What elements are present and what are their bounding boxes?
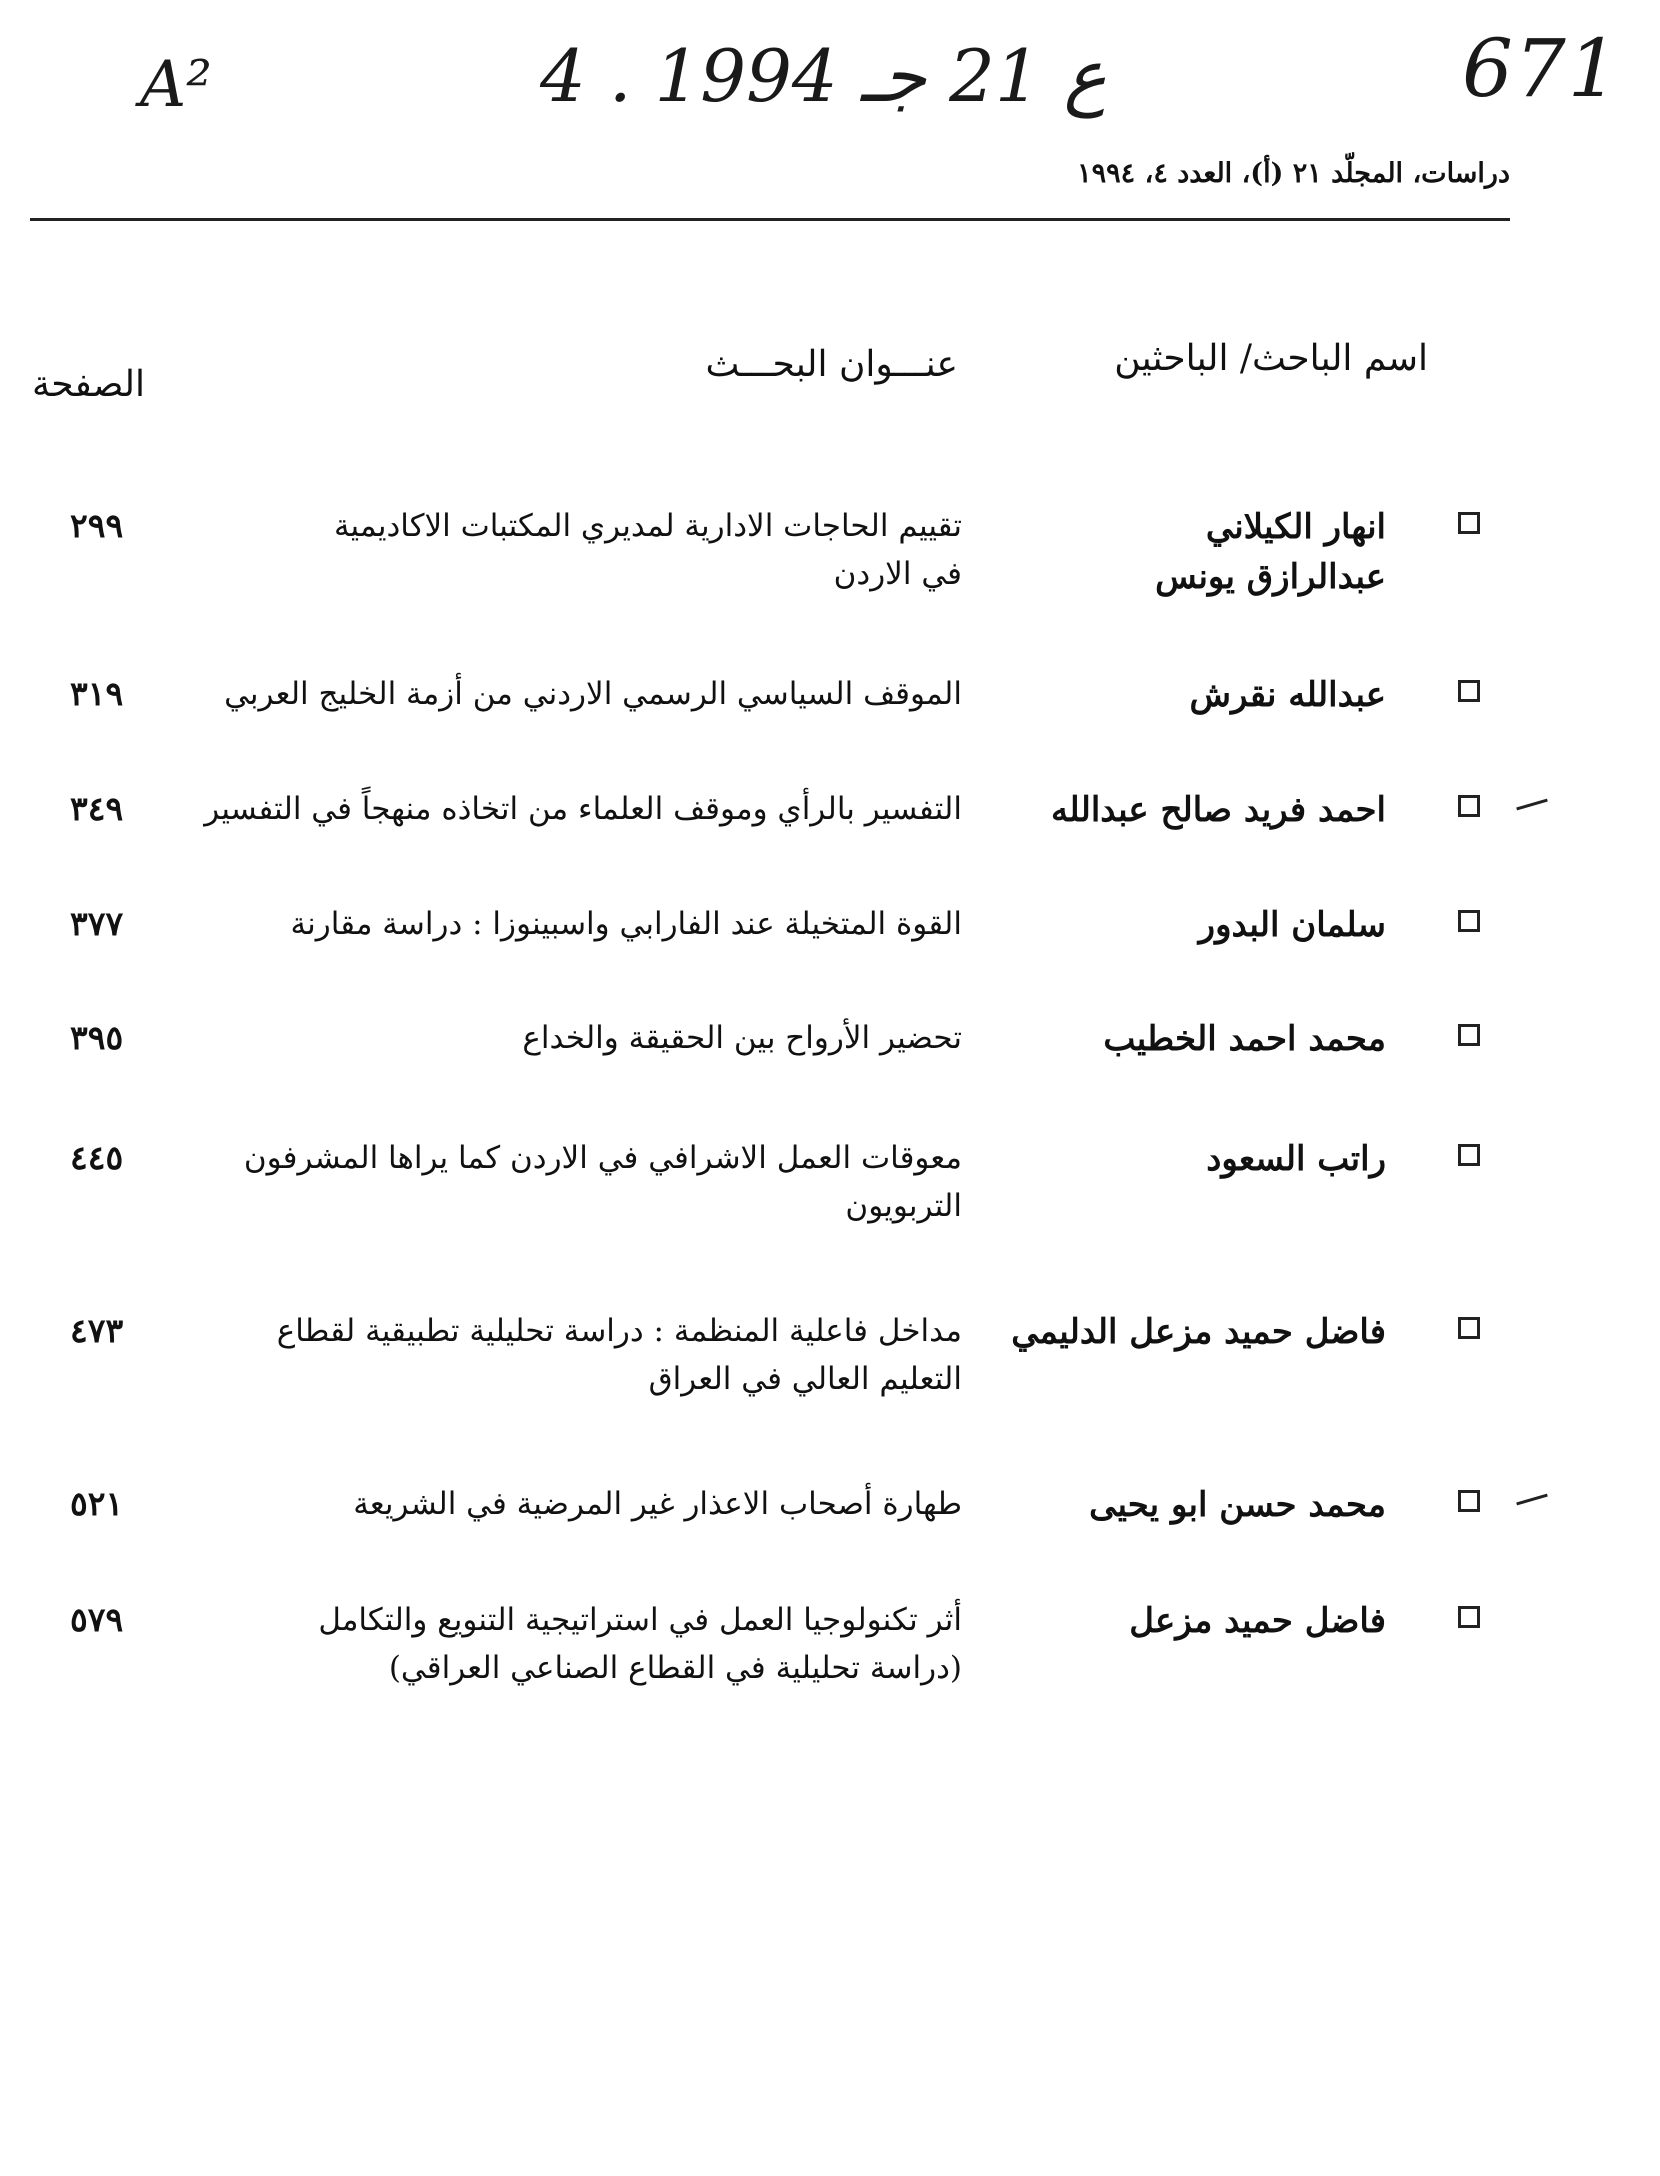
author-name: فاضل حميد مزعل — [1129, 1601, 1386, 1641]
title-line: أثر تكنولوجيا العمل في استراتيجية التنويع والتكامل — [318, 1602, 962, 1638]
handwritten-annotation-left: A² — [140, 48, 212, 122]
entry-authors — [986, 1014, 1386, 1064]
author-name: محمد احمد الخطيب — [1103, 1019, 1386, 1059]
author-name: احمد فريد صالح عبدالله — [1050, 790, 1386, 830]
entry-authors — [986, 785, 1386, 835]
title-line: مداخل فاعلية المنظمة : دراسة تحليلية تطبيقية لقطاع — [276, 1313, 962, 1349]
handwritten-annotation-page: 671 — [1462, 22, 1621, 115]
entry-title — [222, 1134, 962, 1230]
checkbox-icon — [1458, 1317, 1480, 1339]
title-line: طهارة أصحاب الاعذار غير المرضية في الشريعة — [353, 1486, 962, 1522]
entry-page-number: ٥٧٩ — [70, 1600, 124, 1639]
entry-authors — [986, 1480, 1386, 1530]
entry-title — [222, 1480, 962, 1528]
entry-title — [222, 1014, 962, 1062]
title-line: التفسير بالرأي وموقف العلماء من اتخاذه منهجاً في التفسير — [204, 791, 962, 827]
entry-title — [222, 900, 962, 948]
author-name: عبدالرازق يونس — [1155, 557, 1386, 597]
title-line: تقييم الحاجات الادارية لمديري المكتبات الاكاديمية — [333, 508, 962, 544]
title-line: الموقف السياسي الرسمي الاردني من أزمة الخليج العربي — [224, 676, 962, 712]
author-name: سلمان البدور — [1198, 905, 1386, 945]
entry-page-number: ٤٧٣ — [70, 1311, 124, 1350]
entry-title — [222, 502, 962, 598]
author-name: راتب السعود — [1206, 1139, 1386, 1179]
entry-page-number: ٣٩٥ — [70, 1018, 124, 1057]
author-name: محمد حسن ابو يحيى — [1089, 1485, 1386, 1525]
checkbox-icon — [1458, 512, 1480, 534]
title-line: (دراسة تحليلية في القطاع الصناعي العراقي) — [388, 1650, 962, 1686]
author-name: عبدالله نقرش — [1189, 675, 1386, 715]
title-line: التربويون — [845, 1188, 962, 1224]
entry-title — [204, 785, 962, 833]
author-name: فاضل حميد مزعل الدليمي — [1011, 1312, 1386, 1352]
column-header-author: اسم الباحث/ الباحثين — [1114, 338, 1428, 379]
title-line: التعليم العالي في العراق — [648, 1361, 962, 1397]
title-line: في الاردن — [833, 556, 962, 592]
checkbox-icon — [1458, 795, 1480, 817]
entry-page-number: ٣٧٧ — [70, 904, 124, 943]
entry-page-number: ٣٤٩ — [70, 789, 124, 828]
entry-authors — [986, 1134, 1386, 1184]
header-divider — [30, 218, 1510, 221]
author-name: انهار الكيلاني — [1205, 507, 1386, 547]
entry-page-number: ٣١٩ — [70, 674, 124, 713]
handwritten-annotation-issue: 4 . ع 21 جـ 1994 — [540, 34, 1107, 118]
entry-title — [222, 1307, 962, 1403]
title-line: تحضير الأرواح بين الحقيقة والخداع — [522, 1020, 962, 1056]
title-line: القوة المتخيلة عند الفارابي واسبينوزا : دراسة مقارنة — [290, 906, 962, 942]
checkbox-icon — [1458, 1490, 1480, 1512]
checkbox-icon — [1458, 1144, 1480, 1166]
checkbox-icon — [1458, 1024, 1480, 1046]
entry-authors — [986, 502, 1386, 602]
pen-tick-mark — [1516, 799, 1548, 811]
entry-authors — [986, 900, 1386, 950]
pen-tick-mark — [1516, 1494, 1548, 1506]
checkbox-icon — [1458, 910, 1480, 932]
column-header-title: عنـــوان البحـــث — [705, 344, 958, 385]
journal-header: دراسات، المجلّد ٢١ (أ)، العدد ٤، ١٩٩٤ — [1077, 158, 1510, 189]
entry-authors — [986, 1596, 1386, 1646]
checkbox-icon — [1458, 1606, 1480, 1628]
column-header-page: الصفحة — [32, 364, 145, 405]
entry-title — [222, 670, 962, 718]
entry-authors — [986, 670, 1386, 720]
entry-page-number: ٢٩٩ — [70, 506, 124, 545]
entry-page-number: ٥٢١ — [70, 1484, 124, 1523]
entry-title — [222, 1596, 962, 1692]
entry-authors — [986, 1307, 1386, 1357]
title-line: معوقات العمل الاشرافي في الاردن كما يراها المشرفون — [243, 1140, 962, 1176]
checkbox-icon — [1458, 680, 1480, 702]
entry-page-number: ٤٤٥ — [70, 1138, 124, 1177]
